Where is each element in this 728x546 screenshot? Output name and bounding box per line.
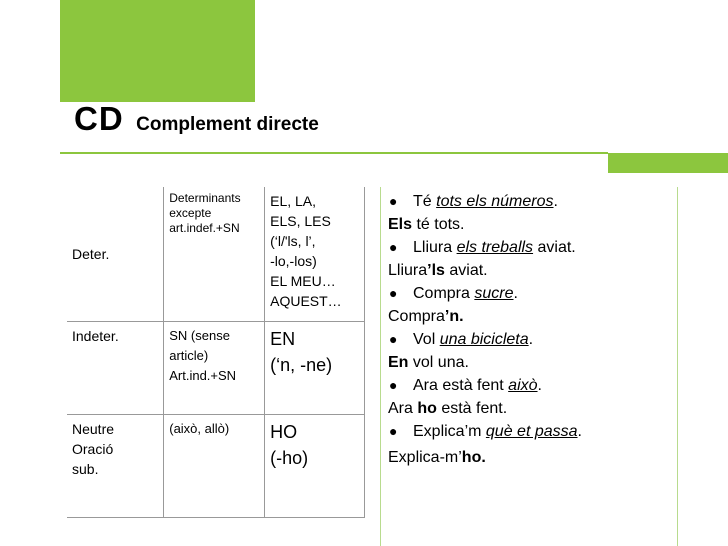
example-text: Explica’m (413, 423, 486, 440)
example-complement: això (508, 377, 538, 394)
example-text: Lliura (413, 239, 457, 256)
cell-forms-line: EL, LA, (270, 193, 317, 209)
title-main: CD (74, 100, 124, 137)
example-complement: tots els números (436, 193, 554, 210)
title-underline (60, 152, 608, 154)
example-bullet-item (388, 420, 678, 443)
example-text: aviat. (444, 262, 488, 279)
cell-label-line: Deter. (72, 245, 110, 262)
cell-label-line: sub. (72, 460, 99, 477)
example-bullet-item (388, 374, 678, 397)
cell-forms-line: AQUEST… (270, 293, 342, 309)
cell-forms-line: HO (270, 421, 298, 442)
example-complement: una bicicleta (439, 331, 529, 348)
example-answer-line (388, 397, 678, 420)
cell-forms-line: EL MEU… (270, 273, 336, 289)
cell-determinants (164, 321, 265, 414)
cell-determinants-line: SN (sense (169, 327, 230, 343)
cell-determinants-line: excepte (169, 206, 212, 220)
cell-determinants-line: Art.ind.+SN (169, 367, 237, 383)
example-pronoun: En (388, 354, 409, 371)
decorative-green-block-corner (60, 60, 100, 102)
examples-list (388, 190, 678, 469)
cell-forms-line: EN (270, 328, 296, 349)
cell-label-line: Neutre (72, 420, 115, 437)
example-bullet-item (388, 282, 678, 305)
cell-label-line: Oració (72, 440, 114, 457)
example-complement: sucre (474, 285, 514, 302)
example-text: està fent. (436, 400, 508, 417)
cell-forms (265, 414, 365, 517)
example-text: Compra (413, 285, 475, 302)
example-text: . (513, 285, 518, 302)
cell-label (67, 414, 164, 517)
example-complement: què et passa (485, 423, 578, 440)
example-answer-line (388, 213, 678, 236)
cell-determinants-line: art.indef.+SN (169, 221, 240, 235)
example-bullet-item (388, 190, 678, 213)
cell-label (67, 187, 164, 321)
example-text: Compra (388, 308, 445, 325)
cell-forms (265, 321, 365, 414)
example-text: . (553, 193, 558, 210)
cell-forms-line: (‘n, -ne) (270, 354, 333, 375)
cell-determinants (164, 187, 265, 321)
cell-forms (265, 187, 365, 321)
example-text: té tots. (412, 216, 465, 233)
example-bullet-item (388, 328, 678, 351)
example-text: Ara està fent (413, 377, 509, 394)
cell-label-line: Indeter. (72, 327, 119, 344)
example-text: Té (413, 193, 437, 210)
cell-determinants-line: Determinants (169, 191, 241, 205)
example-text: aviat. (533, 239, 576, 256)
title-subtitle: Complement directe (136, 114, 319, 135)
cell-determinants-line: article) (169, 347, 209, 363)
slide-title (74, 100, 319, 138)
table-row-indeter (67, 321, 365, 414)
example-pronoun: ho. (461, 449, 486, 466)
cell-determinants-line: (això, allò) (169, 420, 230, 436)
example-text: Explica-m’ (388, 449, 462, 466)
example-text: . (537, 377, 542, 394)
cell-forms-line: (‘l/'ls, l’, (270, 233, 316, 249)
table-row-deter (67, 187, 365, 321)
example-answer-line (388, 351, 678, 374)
example-answer-line (388, 446, 678, 469)
table-row-neutre (67, 414, 365, 517)
example-pronoun: ho (417, 400, 437, 417)
example-pronoun: ’n. (444, 308, 464, 325)
example-answer-line (388, 305, 678, 328)
example-pronoun: Els (388, 216, 413, 233)
example-text: Ara (388, 400, 418, 417)
example-bullet-item (388, 236, 678, 259)
example-text: Lliura (388, 262, 428, 279)
example-complement: els treballs (456, 239, 534, 256)
cell-forms-line: (-ho) (270, 447, 309, 468)
cell-forms-line: ELS, LES (270, 213, 331, 229)
example-pronoun: ’ls (427, 262, 445, 279)
example-text: . (528, 331, 534, 348)
example-text: vol una. (408, 354, 469, 371)
example-answer-line (388, 259, 678, 282)
example-text: Vol (413, 331, 440, 348)
cell-determinants (164, 414, 265, 517)
cell-label (67, 321, 164, 414)
example-text: . (577, 423, 582, 440)
title-underline-bar (608, 153, 728, 173)
complement-table (67, 187, 365, 518)
cell-forms-line: -lo,-los) (270, 253, 317, 269)
